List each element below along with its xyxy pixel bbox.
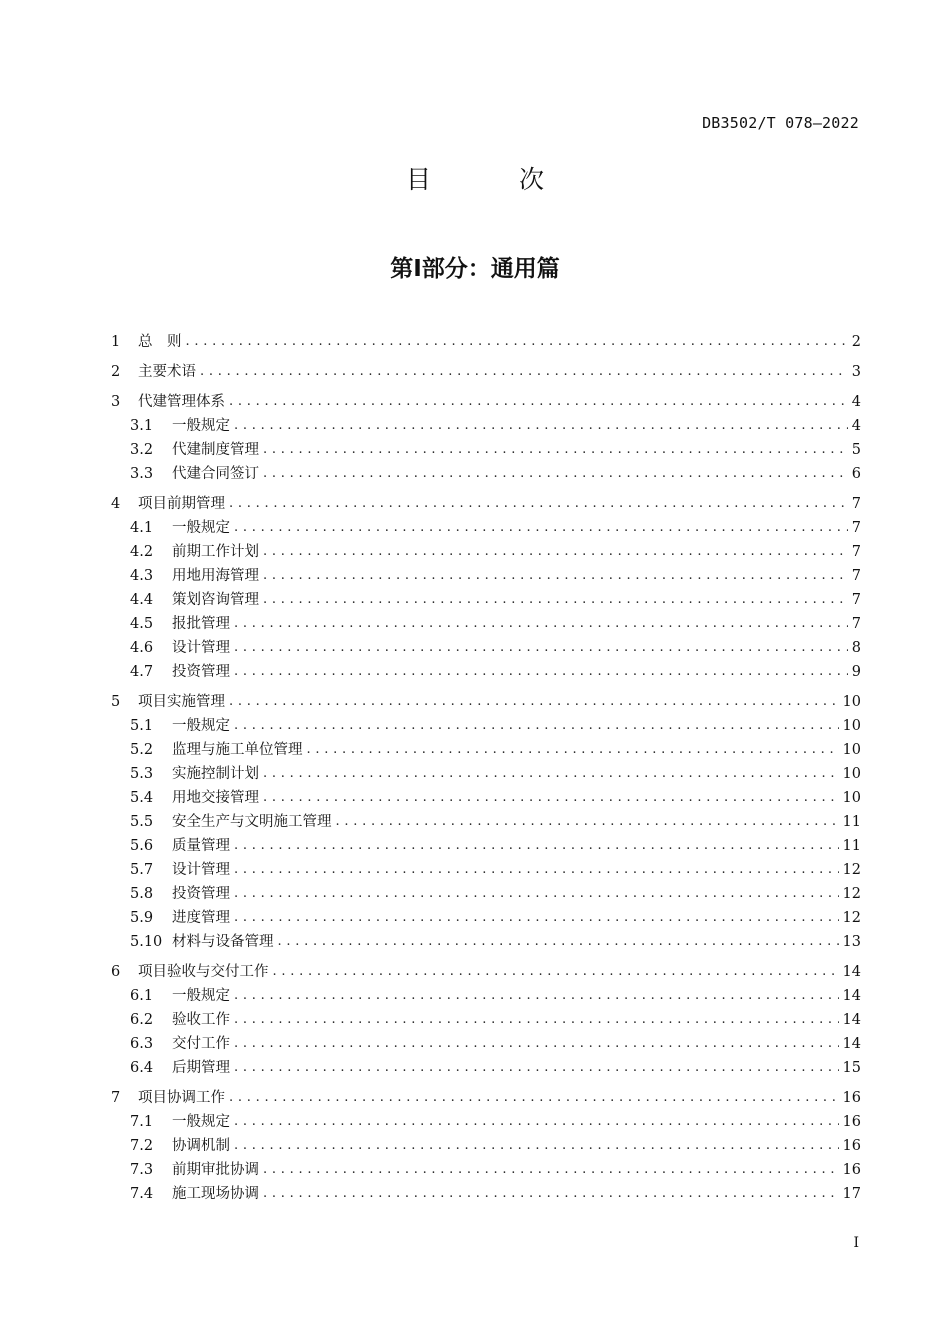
footer-page-number: I bbox=[853, 1235, 859, 1251]
toc-entry-title: 前期工作计划 bbox=[172, 544, 259, 560]
toc-section-entry[interactable] bbox=[111, 462, 861, 486]
toc-entry-page: 5 bbox=[851, 442, 861, 458]
toc-entry-number: 5.8 bbox=[130, 886, 154, 902]
toc-dot-leader bbox=[234, 516, 848, 540]
toc-dot-leader bbox=[263, 762, 839, 786]
toc-entry-page: 7 bbox=[851, 520, 861, 536]
toc-entry-page: 7 bbox=[851, 496, 861, 512]
toc-section-entry[interactable] bbox=[111, 564, 861, 588]
toc-entry-page: 17 bbox=[842, 1186, 861, 1202]
toc-entry-title: 设计管理 bbox=[172, 862, 230, 878]
toc-entry-number: 4.6 bbox=[130, 640, 154, 656]
toc-dot-leader bbox=[234, 414, 848, 438]
toc-entry-page: 15 bbox=[842, 1060, 861, 1076]
table-of-contents bbox=[111, 330, 861, 1206]
toc-section-entry[interactable] bbox=[111, 1158, 861, 1182]
toc-section-entry[interactable] bbox=[111, 1032, 861, 1056]
toc-chapter-entry[interactable] bbox=[111, 360, 861, 384]
toc-entry-page: 7 bbox=[851, 568, 861, 584]
toc-entry-number: 4.7 bbox=[130, 664, 154, 680]
toc-dot-leader bbox=[263, 1158, 839, 1182]
toc-entry-title: 进度管理 bbox=[172, 910, 230, 926]
toc-entry-number: 3.1 bbox=[130, 418, 154, 434]
toc-entry-page: 11 bbox=[842, 838, 861, 854]
toc-entry-page: 14 bbox=[842, 964, 861, 980]
toc-dot-leader bbox=[263, 438, 848, 462]
toc-section-entry[interactable] bbox=[111, 834, 861, 858]
toc-dot-leader bbox=[229, 390, 848, 414]
toc-chapter-entry[interactable] bbox=[111, 960, 861, 984]
toc-entry-page: 14 bbox=[842, 1036, 861, 1052]
toc-dot-leader bbox=[278, 930, 839, 954]
toc-dot-leader bbox=[229, 690, 839, 714]
toc-entry-page: 9 bbox=[851, 664, 861, 680]
toc-entry-title: 项目前期管理 bbox=[138, 496, 225, 512]
toc-dot-leader bbox=[234, 882, 839, 906]
toc-section-entry[interactable] bbox=[111, 1182, 861, 1206]
toc-entry-number: 5.7 bbox=[130, 862, 154, 878]
toc-dot-leader bbox=[263, 540, 848, 564]
toc-entry-title: 设计管理 bbox=[172, 640, 230, 656]
toc-entry-number: 6.2 bbox=[130, 1012, 154, 1028]
toc-entry-number: 7 bbox=[111, 1090, 121, 1106]
toc-section-entry[interactable] bbox=[111, 414, 861, 438]
toc-dot-leader bbox=[234, 906, 839, 930]
toc-dot-leader bbox=[234, 1008, 839, 1032]
toc-dot-leader bbox=[186, 330, 848, 354]
toc-entry-title: 验收工作 bbox=[172, 1012, 230, 1028]
toc-entry-page: 12 bbox=[842, 862, 861, 878]
toc-entry-number: 6.1 bbox=[130, 988, 154, 1004]
toc-section-entry[interactable] bbox=[111, 438, 861, 462]
toc-entry-number: 6.4 bbox=[130, 1060, 154, 1076]
toc-entry-page: 6 bbox=[851, 466, 861, 482]
toc-entry-number: 7.4 bbox=[130, 1186, 154, 1202]
toc-entry-title: 交付工作 bbox=[172, 1036, 230, 1052]
toc-entry-page: 3 bbox=[851, 364, 861, 380]
toc-entry-page: 13 bbox=[842, 934, 861, 950]
toc-entry-page: 4 bbox=[851, 418, 861, 434]
toc-entry-number: 3.2 bbox=[130, 442, 154, 458]
toc-entry-number: 2 bbox=[111, 364, 121, 380]
toc-entry-number: 7.2 bbox=[130, 1138, 154, 1154]
toc-section-entry[interactable] bbox=[111, 882, 861, 906]
toc-dot-leader bbox=[234, 660, 848, 684]
toc-entry-page: 11 bbox=[842, 814, 861, 830]
toc-section-entry[interactable] bbox=[111, 612, 861, 636]
toc-entry-page: 16 bbox=[842, 1162, 861, 1178]
toc-entry-number: 6 bbox=[111, 964, 121, 980]
toc-dot-leader bbox=[229, 1086, 839, 1110]
toc-section-entry[interactable] bbox=[111, 762, 861, 786]
toc-dot-leader bbox=[234, 714, 839, 738]
toc-dot-leader bbox=[234, 612, 848, 636]
toc-entry-number: 7.1 bbox=[130, 1114, 154, 1130]
toc-entry-title: 代建制度管理 bbox=[172, 442, 259, 458]
toc-entry-number: 4.4 bbox=[130, 592, 154, 608]
toc-entry-title: 协调机制 bbox=[172, 1138, 230, 1154]
toc-entry-page: 16 bbox=[842, 1090, 861, 1106]
toc-section-entry[interactable] bbox=[111, 906, 861, 930]
toc-section-entry[interactable] bbox=[111, 516, 861, 540]
toc-entry-page: 10 bbox=[842, 790, 861, 806]
toc-dot-leader bbox=[263, 786, 839, 810]
toc-entry-page: 7 bbox=[851, 616, 861, 632]
toc-dot-leader bbox=[234, 984, 839, 1008]
toc-entry-number: 3 bbox=[111, 394, 121, 410]
toc-entry-number: 5.4 bbox=[130, 790, 154, 806]
toc-entry-number: 4.5 bbox=[130, 616, 154, 632]
toc-dot-leader bbox=[229, 492, 848, 516]
toc-entry-title: 一般规定 bbox=[172, 988, 230, 1004]
toc-entry-title: 总 则 bbox=[138, 334, 182, 350]
toc-entry-page: 10 bbox=[842, 742, 861, 758]
toc-entry-page: 10 bbox=[842, 718, 861, 734]
toc-section-entry[interactable] bbox=[111, 1134, 861, 1158]
toc-section-entry[interactable] bbox=[111, 984, 861, 1008]
toc-chapter-entry[interactable] bbox=[111, 330, 861, 354]
toc-section-entry[interactable] bbox=[111, 636, 861, 660]
toc-section-entry[interactable] bbox=[111, 714, 861, 738]
toc-dot-leader bbox=[234, 834, 839, 858]
toc-entry-number: 5.1 bbox=[130, 718, 154, 734]
toc-entry-title: 一般规定 bbox=[172, 520, 230, 536]
toc-dot-leader bbox=[234, 858, 839, 882]
toc-section-entry[interactable] bbox=[111, 738, 861, 762]
toc-entry-title: 材料与设备管理 bbox=[172, 934, 274, 950]
toc-entry-number: 4 bbox=[111, 496, 121, 512]
toc-entry-number: 5.10 bbox=[130, 934, 163, 950]
toc-entry-title: 质量管理 bbox=[172, 838, 230, 854]
toc-dot-leader bbox=[307, 738, 839, 762]
toc-entry-title: 后期管理 bbox=[172, 1060, 230, 1076]
toc-dot-leader bbox=[263, 1182, 839, 1206]
toc-entry-number: 5.3 bbox=[130, 766, 154, 782]
toc-entry-page: 4 bbox=[851, 394, 861, 410]
toc-section-entry[interactable] bbox=[111, 660, 861, 684]
toc-section-entry[interactable] bbox=[111, 1008, 861, 1032]
toc-entry-title: 策划咨询管理 bbox=[172, 592, 259, 608]
toc-section-entry[interactable] bbox=[111, 786, 861, 810]
toc-entry-page: 12 bbox=[842, 910, 861, 926]
toc-entry-page: 2 bbox=[851, 334, 861, 350]
toc-entry-title: 安全生产与文明施工管理 bbox=[172, 814, 332, 830]
toc-dot-leader bbox=[336, 810, 839, 834]
toc-dot-leader bbox=[263, 588, 848, 612]
toc-entry-page: 16 bbox=[842, 1138, 861, 1154]
toc-entry-page: 14 bbox=[842, 988, 861, 1004]
toc-entry-page: 10 bbox=[842, 694, 861, 710]
toc-entry-title: 投资管理 bbox=[172, 664, 230, 680]
toc-section-entry[interactable] bbox=[111, 930, 861, 954]
toc-dot-leader bbox=[234, 636, 848, 660]
toc-entry-title: 报批管理 bbox=[172, 616, 230, 632]
toc-dot-leader bbox=[234, 1134, 839, 1158]
toc-entry-title: 代建管理体系 bbox=[138, 394, 225, 410]
toc-entry-title: 用地交接管理 bbox=[172, 790, 259, 806]
toc-entry-title: 一般规定 bbox=[172, 418, 230, 434]
toc-entry-title: 用地用海管理 bbox=[172, 568, 259, 584]
standard-code: DB3502/T 078—2022 bbox=[702, 114, 859, 132]
toc-dot-leader bbox=[234, 1110, 839, 1134]
toc-entry-page: 8 bbox=[851, 640, 861, 656]
toc-entry-number: 4.1 bbox=[130, 520, 154, 536]
toc-entry-number: 1 bbox=[111, 334, 121, 350]
toc-dot-leader bbox=[273, 960, 839, 984]
toc-chapter-entry[interactable] bbox=[111, 1086, 861, 1110]
toc-entry-page: 14 bbox=[842, 1012, 861, 1028]
toc-entry-title: 主要术语 bbox=[138, 364, 196, 380]
toc-entry-title: 一般规定 bbox=[172, 718, 230, 734]
toc-entry-title: 项目协调工作 bbox=[138, 1090, 225, 1106]
toc-section-entry[interactable] bbox=[111, 588, 861, 612]
toc-entry-number: 4.2 bbox=[130, 544, 154, 560]
toc-entry-title: 前期审批协调 bbox=[172, 1162, 259, 1178]
toc-entry-title: 监理与施工单位管理 bbox=[172, 742, 303, 758]
toc-entry-title: 代建合同签订 bbox=[172, 466, 259, 482]
toc-dot-leader bbox=[263, 462, 848, 486]
toc-section-entry[interactable] bbox=[111, 1056, 861, 1080]
toc-chapter-entry[interactable] bbox=[111, 492, 861, 516]
part-title: 第Ⅰ部分：通用篇 bbox=[390, 256, 560, 282]
toc-entry-number: 6.3 bbox=[130, 1036, 154, 1052]
toc-entry-title: 项目实施管理 bbox=[138, 694, 225, 710]
toc-entry-number: 5.9 bbox=[130, 910, 154, 926]
toc-entry-title: 项目验收与交付工作 bbox=[138, 964, 269, 980]
toc-entry-page: 12 bbox=[842, 886, 861, 902]
toc-entry-number: 3.3 bbox=[130, 466, 154, 482]
toc-entry-title: 一般规定 bbox=[172, 1114, 230, 1130]
toc-dot-leader bbox=[263, 564, 848, 588]
toc-entry-page: 7 bbox=[851, 544, 861, 560]
toc-entry-title: 实施控制计划 bbox=[172, 766, 259, 782]
toc-dot-leader bbox=[200, 360, 848, 384]
page-title: 目 次 bbox=[406, 165, 584, 194]
toc-section-entry[interactable] bbox=[111, 810, 861, 834]
toc-entry-title: 施工现场协调 bbox=[172, 1186, 259, 1202]
toc-chapter-entry[interactable] bbox=[111, 390, 861, 414]
toc-entry-number: 5 bbox=[111, 694, 121, 710]
toc-entry-number: 5.5 bbox=[130, 814, 154, 830]
toc-chapter-entry[interactable] bbox=[111, 690, 861, 714]
toc-entry-page: 10 bbox=[842, 766, 861, 782]
toc-entry-title: 投资管理 bbox=[172, 886, 230, 902]
toc-section-entry[interactable] bbox=[111, 1110, 861, 1134]
toc-dot-leader bbox=[234, 1032, 839, 1056]
toc-entry-number: 5.6 bbox=[130, 838, 154, 854]
toc-entry-page: 7 bbox=[851, 592, 861, 608]
toc-entry-page: 16 bbox=[842, 1114, 861, 1130]
toc-dot-leader bbox=[234, 1056, 839, 1080]
toc-entry-number: 5.2 bbox=[130, 742, 154, 758]
toc-entry-number: 7.3 bbox=[130, 1162, 154, 1178]
toc-entry-number: 4.3 bbox=[130, 568, 154, 584]
toc-section-entry[interactable] bbox=[111, 540, 861, 564]
toc-section-entry[interactable] bbox=[111, 858, 861, 882]
